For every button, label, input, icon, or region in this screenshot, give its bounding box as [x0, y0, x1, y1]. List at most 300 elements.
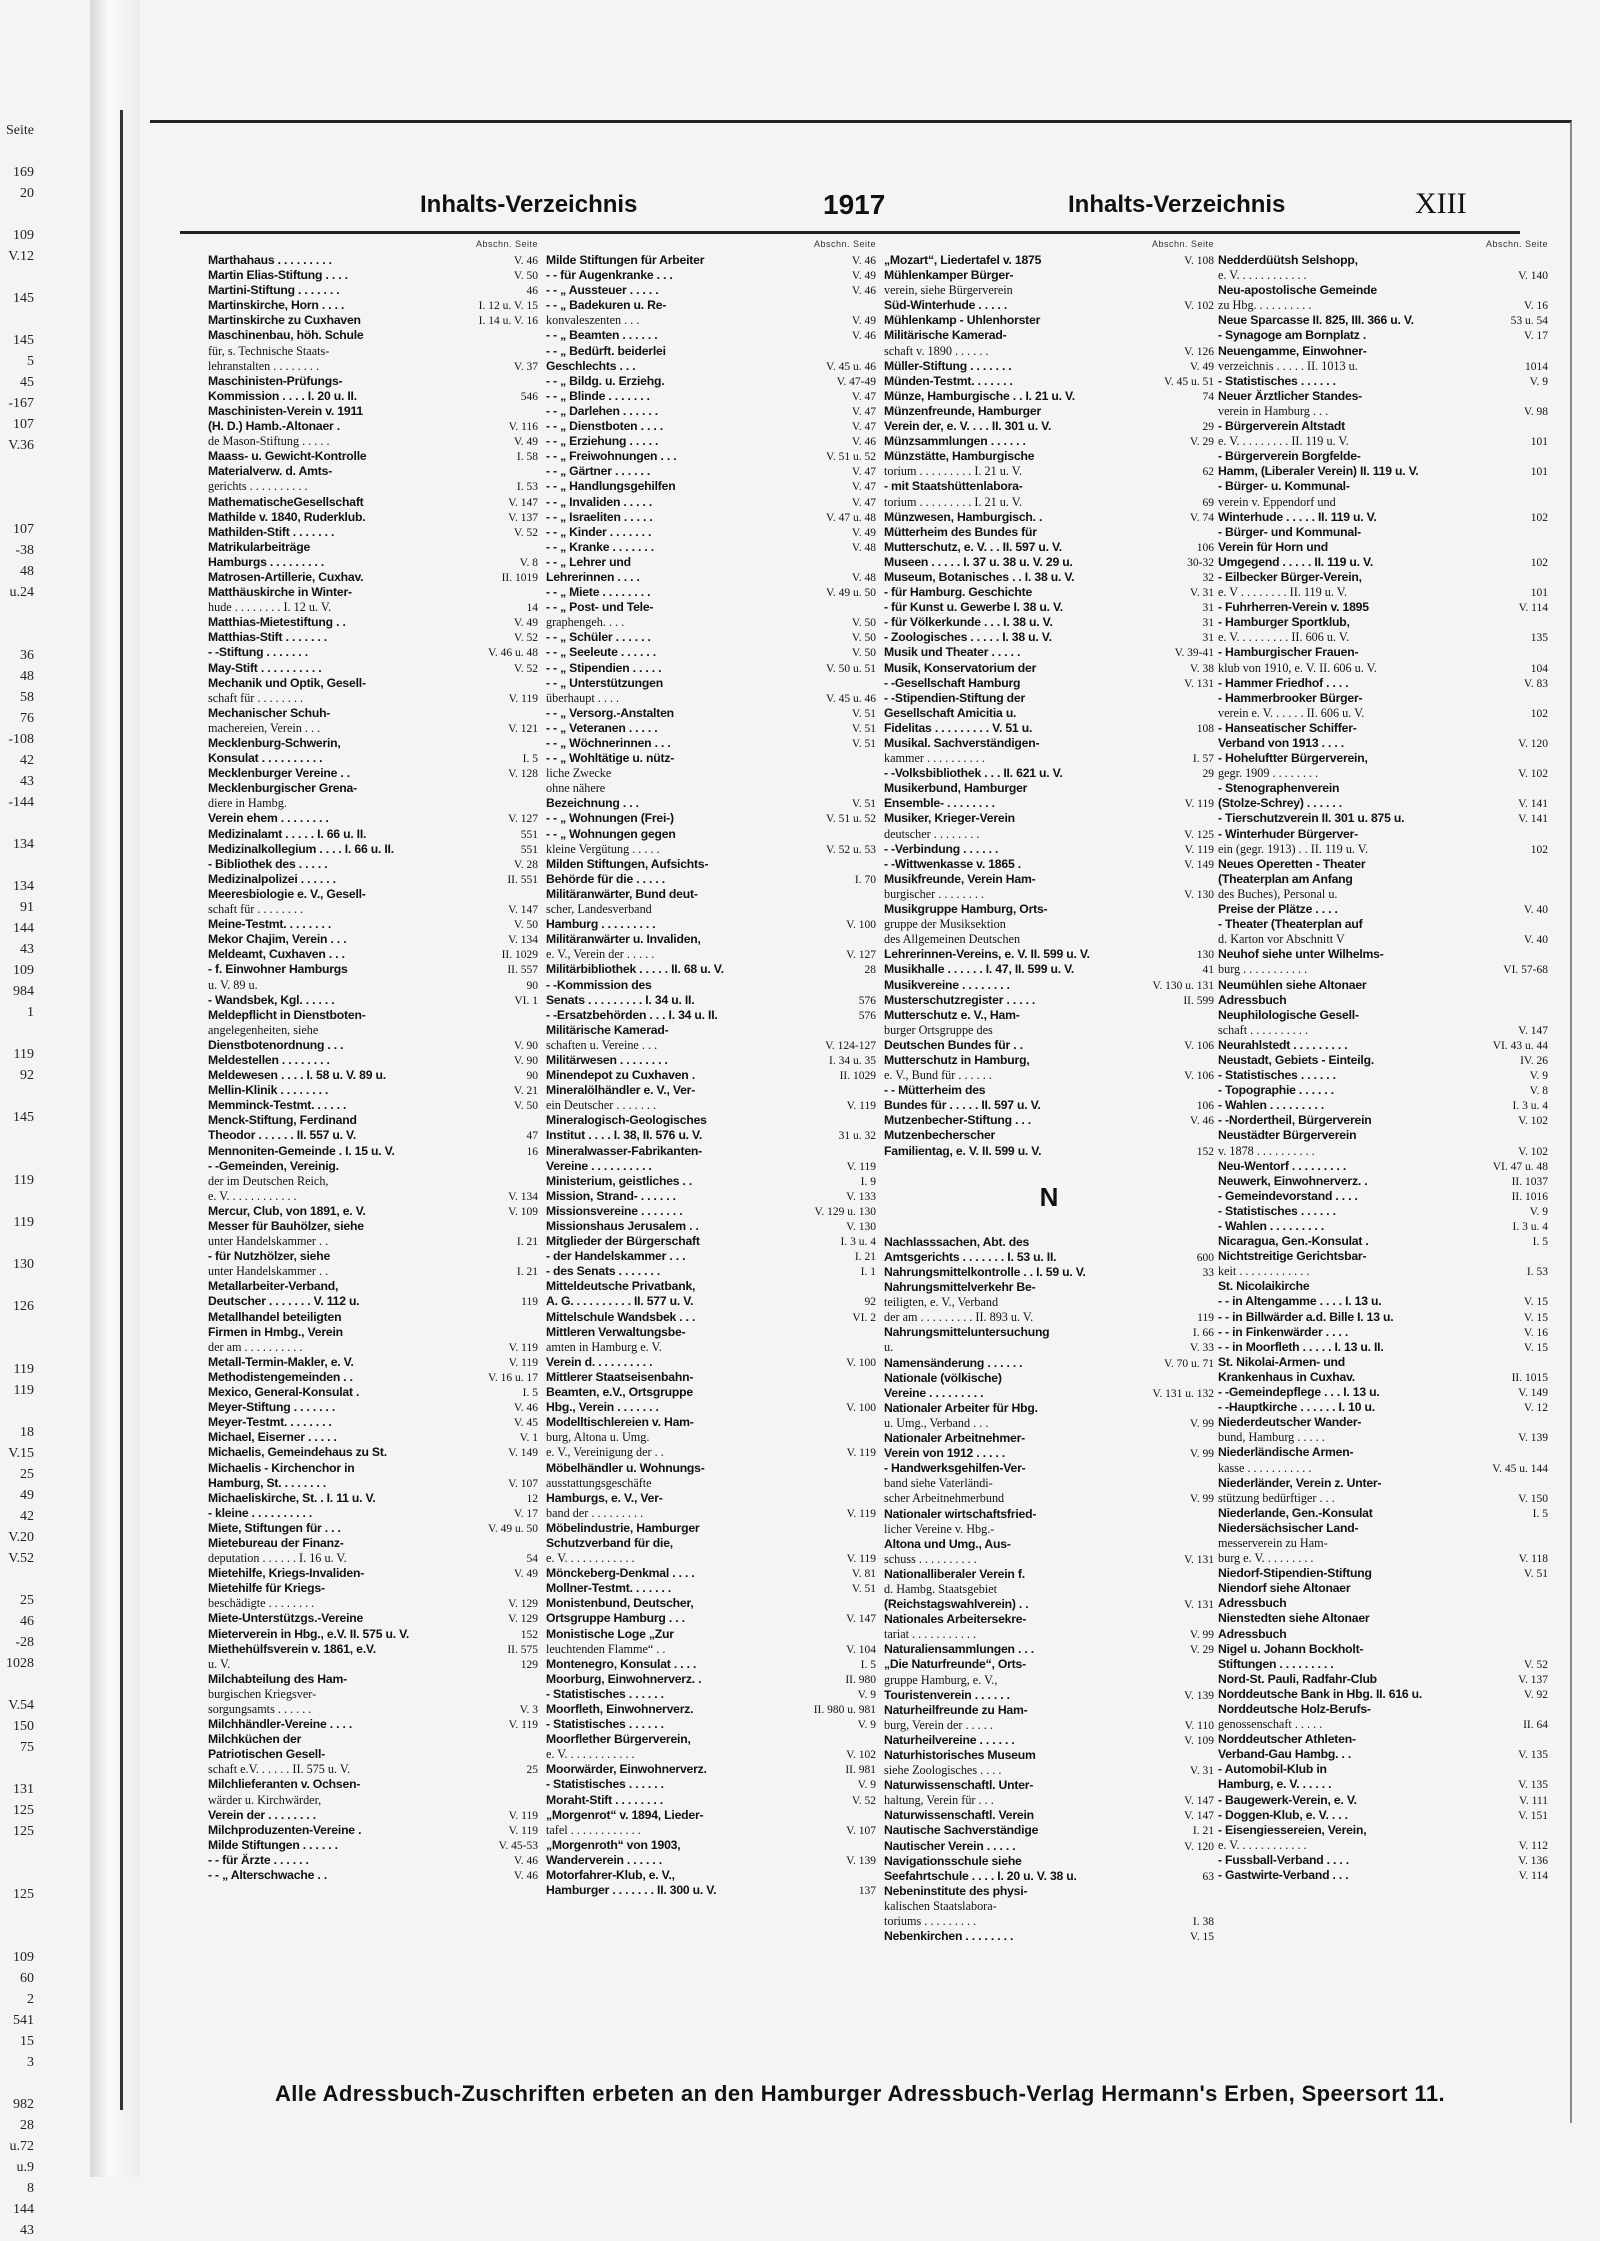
entry-reference: 30-32 — [1187, 556, 1214, 569]
entry-name: - Stenographenverein — [1218, 781, 1340, 796]
entry-name: Milchhändler-Vereine . . . . — [208, 1717, 353, 1732]
entry-name: Michael, Eiserner . . . . . — [208, 1430, 337, 1445]
index-entry — [884, 344, 1214, 359]
index-entry — [884, 1250, 1214, 1265]
index-entry — [884, 630, 1214, 645]
entry-name: e. V. . . . . . . . . . . . — [1218, 1837, 1307, 1852]
entry-name: - Synagoge am Bornplatz . — [1218, 328, 1367, 343]
entry-name: - Statistisches . . . . . . — [546, 1717, 664, 1732]
entry-name: Mellin-Klinik . . . . . . . . — [208, 1083, 329, 1098]
entry-name: d. Hambg. Staatsgebiet — [884, 1581, 998, 1596]
index-entry — [208, 374, 538, 389]
entry-name: Mechanik und Optik, Gesell- — [208, 675, 366, 690]
index-entry — [546, 479, 876, 494]
entry-reference: 90 — [526, 979, 538, 992]
entry-name: Senats . . . . . . . . . I. 34 u. II. — [546, 992, 695, 1007]
entry-reference: V. 9 — [857, 1779, 876, 1792]
index-entry — [1218, 947, 1548, 962]
entry-name: e. V., Vereinigung der . . — [546, 1445, 664, 1460]
entry-reference: V. 8 — [519, 556, 538, 569]
index-entry — [546, 328, 876, 343]
index-entry — [208, 600, 538, 615]
index-entry — [208, 676, 538, 691]
index-entry — [1218, 1128, 1548, 1143]
index-entry — [546, 1717, 876, 1732]
index-entry — [546, 389, 876, 404]
entry-reference: 31 — [1202, 632, 1214, 645]
entry-name: Wanderverein . . . . . . — [546, 1852, 662, 1867]
entry-reference: V. 90 — [513, 1054, 538, 1067]
index-entry — [546, 1793, 876, 1808]
index-entry — [208, 1777, 538, 1792]
entry-reference: V. 15 — [1523, 1341, 1548, 1354]
index-entry — [1218, 328, 1548, 343]
index-entry — [1218, 1642, 1548, 1657]
entry-name: Verband-Gau Hambg. . . — [1218, 1747, 1352, 1762]
entry-name: e. V. . . . . . . . . . . . — [1218, 268, 1307, 283]
index-entry — [208, 902, 538, 917]
index-entry — [208, 993, 538, 1008]
entry-reference: V. 90 — [513, 1039, 538, 1052]
entry-name: Milchlieferanten v. Ochsen- — [208, 1777, 361, 1792]
entry-name: Nicaragua, Gen.-Konsulat . — [1218, 1234, 1369, 1249]
index-entry — [884, 1808, 1214, 1823]
entry-name: - -Wittwenkasse v. 1865 . — [884, 856, 1021, 871]
entry-name: Adressbuch — [1218, 1626, 1287, 1641]
entry-name: Medizinalpolizei . . . . . . — [208, 871, 336, 886]
entry-name: Niederdeutscher Wander- — [1218, 1415, 1362, 1430]
index-entry — [546, 600, 876, 615]
index-entry — [546, 283, 876, 298]
margin-number: 43 — [20, 942, 34, 957]
entry-reference: V. 47 — [851, 390, 876, 403]
entry-name: gerichts . . . . . . . . . . — [208, 479, 308, 494]
entry-name: Familientag, e. V. II. 599 u. V. — [884, 1143, 1042, 1158]
margin-number: 125 — [13, 1803, 34, 1818]
index-entry — [884, 978, 1214, 993]
index-entry — [884, 1083, 1214, 1098]
entry-name: Behörde für die . . . . . — [546, 871, 665, 886]
entry-reference: 551 — [520, 843, 538, 856]
entry-name: Mineralogisch-Geologisches — [546, 1113, 707, 1128]
entry-name: gegr. 1909 . . . . . . . . — [1218, 766, 1319, 781]
entry-name: „Morgenroth“ von 1903, — [546, 1837, 681, 1852]
index-entry — [546, 419, 876, 434]
index-entry — [208, 449, 538, 464]
entry-reference: 119 — [521, 1296, 538, 1309]
index-entry — [546, 706, 876, 721]
entry-name: Militärische Kamerad- — [546, 1022, 669, 1037]
margin-number — [0, 1863, 80, 1884]
margin-number: 150 — [13, 1719, 34, 1734]
index-entry — [1218, 1264, 1548, 1279]
entry-name: Musik, Konservatorium der — [884, 660, 1037, 675]
entry-reference: VI. 2 — [852, 1311, 876, 1324]
index-entry — [884, 1673, 1214, 1688]
index-entry — [546, 827, 876, 842]
entry-name: Monistenbund, Deutscher, — [546, 1596, 694, 1611]
entry-reference: V. 46 — [513, 1402, 538, 1415]
margin-number: 125 — [13, 1887, 34, 1902]
entry-name: Mittleren Verwaltungsbe- — [546, 1324, 686, 1339]
index-entry — [208, 434, 538, 449]
entry-reference: V. 9 — [857, 1719, 876, 1732]
entry-reference: V. 109 — [508, 1205, 538, 1218]
entry-name: torium . . . . . . . . . I. 21 u. V. — [884, 464, 1023, 479]
entry-reference: VI. 47 u. 48 — [1492, 1160, 1548, 1173]
entry-reference: II. 1016 — [1511, 1190, 1548, 1203]
index-entry — [884, 585, 1214, 600]
entry-reference: V. 119 — [508, 1809, 538, 1822]
entry-name: toriums . . . . . . . . . — [884, 1914, 977, 1929]
entry-name: burger Ortsgruppe des — [884, 1022, 993, 1037]
index-entry — [884, 691, 1214, 706]
entry-reference: 31 u. 32 — [838, 1130, 876, 1143]
entry-reference: V. 119 — [508, 1356, 538, 1369]
entry-name: St. Nikolai-Armen- und — [1218, 1354, 1345, 1369]
index-entry — [884, 1854, 1214, 1869]
entry-name: deputation . . . . . . I. 16 u. V. — [208, 1551, 347, 1566]
entry-name: - - in Altengamme . . . . I. 13 u. — [1218, 1294, 1382, 1309]
margin-number — [0, 624, 80, 645]
entry-name: Stiftungen . . . . . . . . . — [1218, 1656, 1334, 1671]
margin-number: 541 — [13, 2013, 34, 2028]
index-entry — [1218, 1445, 1548, 1460]
entry-reference: V. 112 — [1518, 1839, 1548, 1852]
index-entry — [546, 1038, 876, 1053]
entry-reference: 31 — [1202, 602, 1214, 615]
index-entry — [208, 1627, 538, 1642]
index-entry — [546, 1491, 876, 1506]
margin-number: 144 — [13, 2202, 34, 2217]
index-entry — [1218, 555, 1548, 570]
entry-name: - Bürger- und Kommunal- — [1218, 524, 1361, 539]
index-entry — [546, 1521, 876, 1536]
entry-reference: V. 46 — [851, 285, 876, 298]
entry-name: Navigationsschule siehe — [884, 1853, 1022, 1868]
entry-reference: 41 — [1202, 964, 1214, 977]
index-entry — [546, 1098, 876, 1113]
index-entry — [1218, 630, 1548, 645]
entry-reference: II. 980 — [845, 1673, 876, 1686]
index-entry — [1218, 1717, 1548, 1732]
index-entry — [1218, 661, 1548, 676]
index-entry — [546, 811, 876, 826]
entry-name: Niedersächsischer Land- — [1218, 1520, 1359, 1535]
index-entry — [884, 661, 1214, 676]
entry-reference: V. 136 — [1518, 1854, 1548, 1867]
index-entry — [1218, 1506, 1548, 1521]
index-entry — [884, 313, 1214, 328]
publisher-footer: Alle Adressbuch-Zuschriften erbeten an den Hamburger Adressbuch-Verlag Hermann's Erben, Speersort 11. — [275, 2081, 1445, 2106]
index-entry — [208, 1340, 538, 1355]
margin-number: V.36 — [8, 438, 34, 453]
entry-reference: V. 141 — [1518, 798, 1548, 811]
index-entry — [1218, 1038, 1548, 1053]
entry-name: Altona und Umg., Aus- — [884, 1536, 1011, 1551]
margin-number: 134 — [13, 879, 34, 894]
index-entry — [884, 1310, 1214, 1325]
entry-reference: V. 141 — [1518, 813, 1548, 826]
index-entry — [546, 630, 876, 645]
index-column-3 — [884, 239, 1214, 2059]
entry-name: Hamm, (Liberaler Verein) II. 119 u. V. — [1218, 464, 1419, 479]
index-entry — [1218, 283, 1548, 298]
index-entry — [1218, 1823, 1548, 1838]
entry-reference: 600 — [1196, 1251, 1214, 1264]
entry-name: - Gemeindevorstand . . . . — [1218, 1188, 1358, 1203]
entry-name: Mutzenbecherscher — [884, 1128, 996, 1143]
entry-reference: V. 29 — [1189, 436, 1214, 449]
index-entry — [884, 676, 1214, 691]
margin-number: 3 — [27, 2055, 34, 2070]
entry-reference: V. 40 — [1523, 934, 1548, 947]
entry-reference: V. 92 — [1523, 1688, 1548, 1701]
index-entry — [884, 842, 1214, 857]
entry-name: Militärwesen . . . . . . . . — [546, 1052, 668, 1067]
margin-number — [0, 1674, 80, 1695]
index-entry — [1218, 1415, 1548, 1430]
entry-name: hude . . . . . . . . I. 12 u. V. — [208, 600, 332, 615]
margin-number: V.54 — [8, 1698, 34, 1713]
entry-reference: V. 125 — [1184, 828, 1214, 841]
entry-reference: V. 100 — [846, 1356, 876, 1369]
index-entry — [884, 1884, 1214, 1899]
index-entry — [208, 1144, 538, 1159]
entry-name: - - „ Miete . . . . . . . . — [546, 585, 651, 600]
index-entry — [546, 1687, 876, 1702]
entry-reference: V. 99 — [1189, 1448, 1214, 1461]
margin-number: 20 — [20, 186, 34, 201]
index-entry — [546, 1385, 876, 1400]
header-left-title: Inhalts-Verzeichnis — [420, 191, 638, 218]
index-entry — [1218, 510, 1548, 525]
entry-name: Naturhistorisches Museum — [884, 1748, 1036, 1762]
index-entry — [546, 1672, 876, 1687]
index-entry — [208, 1657, 538, 1672]
entry-name: Motorfahrer-Klub, e. V., — [546, 1868, 675, 1883]
entry-reference: 102 — [1530, 511, 1548, 524]
entry-reference: V. 15 — [1189, 1931, 1214, 1944]
entry-name: Nigel u. Johann Bockholt- — [1218, 1641, 1364, 1656]
margin-number: u.24 — [9, 585, 34, 600]
index-entry — [208, 842, 538, 857]
index-entry — [208, 344, 538, 359]
index-entry — [884, 1491, 1214, 1506]
entry-name: Medizinalkollegium . . . . I. 66 u. II. — [208, 841, 394, 856]
entry-reference: V. 130 u. 131 — [1152, 979, 1214, 992]
margin-number — [0, 267, 80, 288]
index-entry — [546, 1355, 876, 1370]
entry-reference: V. 99 — [1189, 1629, 1214, 1642]
margin-number: 109 — [13, 228, 34, 243]
margin-number: u.72 — [9, 2139, 34, 2154]
entry-reference: V. 147 — [1518, 1024, 1548, 1037]
entry-reference: V. 119 — [846, 1553, 876, 1566]
entry-name: Memminck-Testmt. . . . . . — [208, 1098, 347, 1113]
entry-name: Mittlerer Staatseisenbahn- — [546, 1369, 694, 1384]
index-entry — [1218, 902, 1548, 917]
index-entry — [884, 751, 1214, 766]
entry-name: Minendepot zu Cuxhaven . — [546, 1068, 695, 1083]
index-entry — [208, 857, 538, 872]
entry-name: Metallarbeiter-Verband, — [208, 1279, 339, 1294]
entry-name: Matthäuskirche in Winter- — [208, 585, 352, 600]
entry-reference: 25 — [526, 1764, 538, 1777]
entry-name: - - „ Invaliden . . . . . — [546, 494, 653, 509]
entry-reference: I. 70 — [854, 873, 876, 886]
index-entry — [208, 962, 538, 977]
index-entry — [884, 268, 1214, 283]
entry-name: - - „ Veteranen . . . . . — [546, 720, 658, 735]
entry-reference: IV. 26 — [1520, 1054, 1548, 1067]
entry-name: - Bibliothek des . . . . . — [208, 856, 328, 871]
entry-name: v. 1878 . . . . . . . . . . — [1218, 1143, 1315, 1158]
entry-reference: V. 45 — [513, 1417, 538, 1430]
entry-reference: V. 147 — [846, 1613, 876, 1626]
entry-reference: 14 — [526, 602, 538, 615]
index-entry — [546, 1400, 876, 1415]
entry-name: Neurahlstedt . . . . . . . . . — [1218, 1037, 1348, 1052]
index-entry — [208, 1325, 538, 1340]
index-entry — [546, 434, 876, 449]
index-entry — [884, 1718, 1214, 1733]
entry-reference: V. 9 — [857, 1688, 876, 1701]
entry-name: e. V. . . . . . . . . II. 119 u. V. — [1218, 434, 1349, 449]
index-entry — [546, 1219, 876, 1234]
entry-name: Nahrungsmitteluntersuchung — [884, 1325, 1050, 1340]
index-entry — [546, 1128, 876, 1143]
entry-name: Michaeliskirche, St. . I. 11 u. V. — [208, 1490, 376, 1505]
index-entry — [208, 1159, 538, 1174]
entry-reference: V. 51 — [1523, 1568, 1548, 1581]
entry-name: u. V. 89 u. — [208, 977, 258, 992]
margin-number — [0, 1842, 80, 1863]
index-entry — [1218, 766, 1548, 781]
entry-reference: II. 1015 — [1511, 1371, 1548, 1384]
entry-name: Beamten, e.V., Ortsgruppe — [546, 1385, 693, 1400]
entry-name: für, s. Technische Staats- — [208, 343, 330, 358]
margin-number: 125 — [13, 1824, 34, 1839]
entry-reference: V. 119 — [846, 1100, 876, 1113]
entry-reference: V. 45 u. 144 — [1492, 1462, 1548, 1475]
entry-name: Nedderdüütsh Selshopp, — [1218, 253, 1358, 267]
index-entry — [1218, 1355, 1548, 1370]
margin-number: 28 — [20, 2118, 34, 2133]
entry-name: - Doggen-Klub, e. V. . . . — [1218, 1807, 1348, 1822]
index-entry — [208, 1566, 538, 1581]
index-entry — [1218, 419, 1548, 434]
margin-number: 48 — [20, 564, 34, 579]
entry-reference: V. 49 — [851, 315, 876, 328]
entry-reference: I. 5 — [1532, 1236, 1548, 1249]
index-entry — [1218, 1611, 1548, 1626]
entry-reference: V. 52 — [851, 1794, 876, 1807]
entry-name: Methodistengemeinden . . — [208, 1369, 353, 1384]
entry-name: e. V. . . . . . . . . . . . — [208, 1188, 297, 1203]
entry-name: - Wahlen . . . . . . . . . — [1218, 1098, 1325, 1113]
entry-name: Krankenhaus in Cuxhav. — [1218, 1369, 1355, 1384]
entry-name: Hamburgs . . . . . . . . . — [208, 554, 325, 569]
index-entry — [208, 1310, 538, 1325]
entry-reference: V. 50 u. 51 — [826, 662, 876, 675]
index-entry — [884, 993, 1214, 1008]
index-entry — [208, 1083, 538, 1098]
entry-reference: V. 119 — [1184, 843, 1214, 856]
entry-name: Mietebureau der Finanz- — [208, 1535, 344, 1550]
entry-name: Matthias-Mietestiftung . . — [208, 615, 346, 630]
margin-number: 43 — [20, 774, 34, 789]
index-entry — [208, 1174, 538, 1189]
entry-name: ausstattungsgeschäfte — [546, 1475, 652, 1490]
entry-reference: 101 — [1530, 436, 1548, 449]
entry-name: schaft für . . . . . . . . — [208, 902, 304, 917]
index-entry — [1218, 751, 1548, 766]
index-entry — [884, 1914, 1214, 1929]
margin-number: 8 — [27, 2181, 34, 2196]
entry-name: Lehrerinnen . . . . — [546, 569, 640, 584]
index-entry — [1218, 1853, 1548, 1868]
entry-name: - Topographie . . . . . . — [1218, 1083, 1334, 1098]
index-entry — [208, 1853, 538, 1868]
entry-reference: V. 107 — [508, 1477, 538, 1490]
entry-name: - - „ Wöchnerinnen . . . — [546, 736, 671, 750]
entry-name: verein e. V. . . . . . II. 606 u. V. — [1218, 705, 1365, 720]
entry-name: band der . . . . . . . . . — [546, 1505, 644, 1520]
index-entry — [546, 721, 876, 736]
entry-reference: V. 133 — [846, 1190, 876, 1203]
entry-reference: V. 12 — [1523, 1402, 1548, 1415]
entry-reference: V. 52 — [513, 526, 538, 539]
entry-reference: V. 50 — [851, 647, 876, 660]
index-entry — [546, 1415, 876, 1430]
index-entry — [1218, 1551, 1548, 1566]
index-entry — [884, 495, 1214, 510]
entry-reference: II. 1019 — [501, 571, 538, 584]
entry-name: amten in Hamburg e. V. — [546, 1339, 662, 1354]
entry-name: Süd-Winterhude . . . . . — [884, 298, 1008, 313]
margin-number: 984 — [13, 984, 34, 999]
index-entry — [884, 1144, 1214, 1159]
index-entry — [546, 978, 876, 993]
index-entry — [208, 1491, 538, 1506]
entry-name: Nautische Sachverständige — [884, 1823, 1039, 1838]
entry-reference: V. 149 — [508, 1447, 538, 1460]
index-entry — [1218, 857, 1548, 872]
entry-name: - - in Moorfleth . . . . . I. 13 u. II. — [1218, 1339, 1384, 1354]
index-entry — [884, 298, 1214, 313]
index-entry — [546, 1581, 876, 1596]
entry-name: Münzenfreunde, Hamburger — [884, 403, 1042, 418]
entry-name: - - „ Gärtner . . . . . . — [546, 464, 651, 479]
entry-reference: V. 109 — [1184, 1734, 1214, 1747]
index-entry — [546, 1551, 876, 1566]
index-entry — [1218, 585, 1548, 600]
entry-name: Mühlenkamp - Uhlenhorster — [884, 313, 1041, 328]
entry-reference: 92 — [864, 1296, 876, 1309]
index-entry — [884, 766, 1214, 781]
entry-reference: V. 128 — [508, 768, 538, 781]
index-entry — [208, 283, 538, 298]
entry-name: e. V. . . . . . . . . II. 606 u. V. — [1218, 630, 1350, 645]
index-entry — [884, 1763, 1214, 1778]
entry-name: unter Handelskammer . . — [208, 1264, 329, 1279]
index-entry — [1218, 1747, 1548, 1762]
entry-name: Miete-Unterstützgs.-Vereine — [208, 1611, 364, 1626]
entry-name: Milden Stiftungen, Aufsichts- — [546, 856, 709, 871]
index-entry — [208, 1234, 538, 1249]
index-entry — [1218, 344, 1548, 359]
